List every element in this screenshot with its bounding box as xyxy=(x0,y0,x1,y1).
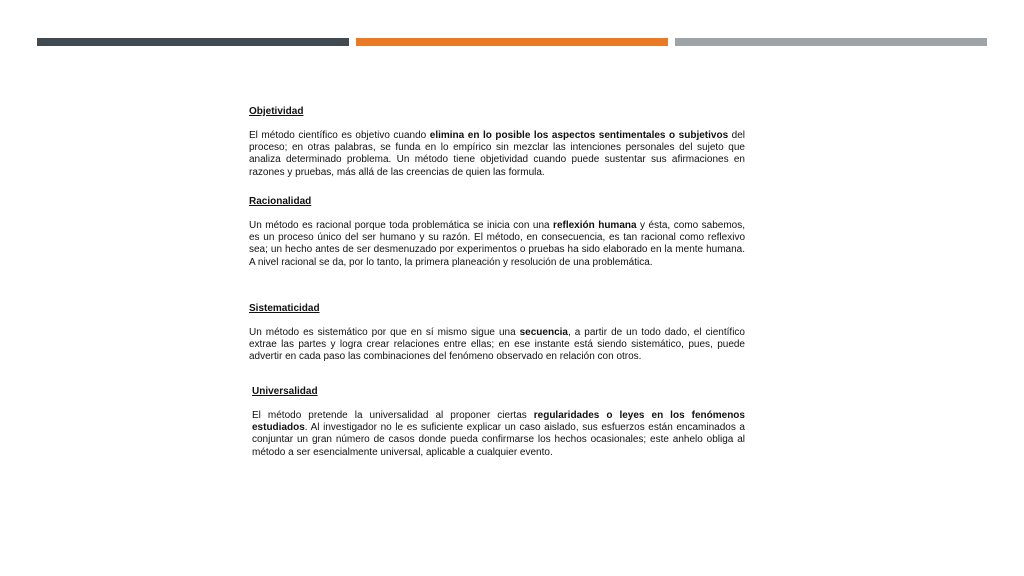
body-text: Un método es sistemático por que en sí mismo sigue una xyxy=(249,327,520,338)
body-text: El método científico es objetivo cuando xyxy=(249,130,430,141)
section-sistematicidad xyxy=(249,303,745,364)
section-title: Objetividad xyxy=(249,106,304,117)
body-text: . Al investigador no le es suficiente explicar un caso aislado, sus esfuerzos están encaminados a conjuntar un gran número de casos donde pueda confirmarse los hechos ocasionales; este anhelo obliga al método a ser esencialmente universal, aplicable a cualquier evento. xyxy=(252,422,745,458)
body-emphasis: regularidades o leyes en los fenómenos estudiados xyxy=(252,410,745,434)
header-bar-orange xyxy=(356,38,668,46)
body-text: del proceso; en otras palabras, se funda en lo empírico sin mezclar las intenciones personales del sujeto que analiza determinado problema. Un método tiene objetividad cuando puede sustentar sus afirmaciones en razones y pruebas, más allá de las creencias de quien las formula. xyxy=(249,130,746,178)
section-body xyxy=(249,327,745,364)
body-emphasis: secuencia xyxy=(519,327,568,338)
section-title: Sistematicidad xyxy=(249,303,320,314)
body-emphasis: elimina en lo posible los aspectos sentimentales o subjetivos xyxy=(429,130,729,141)
body-text: , a partir de un todo dado, el científico extrae las partes y logra crear relaciones entre ellas; en ese instante está siendo sistemático, pues, puede advertir en cada paso las combinaciones del fenómeno observado en relación con otros. xyxy=(249,327,745,363)
body-text: El método pretende la universalidad al proponer ciertas xyxy=(252,410,534,421)
header-bar-dark xyxy=(37,38,349,46)
section-title: Universalidad xyxy=(252,386,318,397)
section-objetividad xyxy=(249,106,745,179)
body-text: y ésta, como sabemos, es un proceso único del ser humano y su razón. El método, en consecuencia, es tan racional como reflexivo sea; un hecho antes de ser desmenuzado por experimentos o pruebas ha sido elaborado en la mente humana. A nivel racional se da, por lo tanto, la primera planeación y resolución de una problemática. xyxy=(249,220,745,268)
section-racionalidad xyxy=(249,196,745,269)
body-emphasis: reflexión humana xyxy=(553,220,637,231)
body-text: Un método es racional porque toda problemática se inicia con una xyxy=(249,220,554,231)
section-body xyxy=(252,410,745,459)
section-title: Racionalidad xyxy=(249,196,312,207)
header-bar-gray xyxy=(675,38,987,46)
section-body xyxy=(249,130,745,179)
section-body xyxy=(249,220,745,269)
section-universalidad xyxy=(252,386,745,459)
